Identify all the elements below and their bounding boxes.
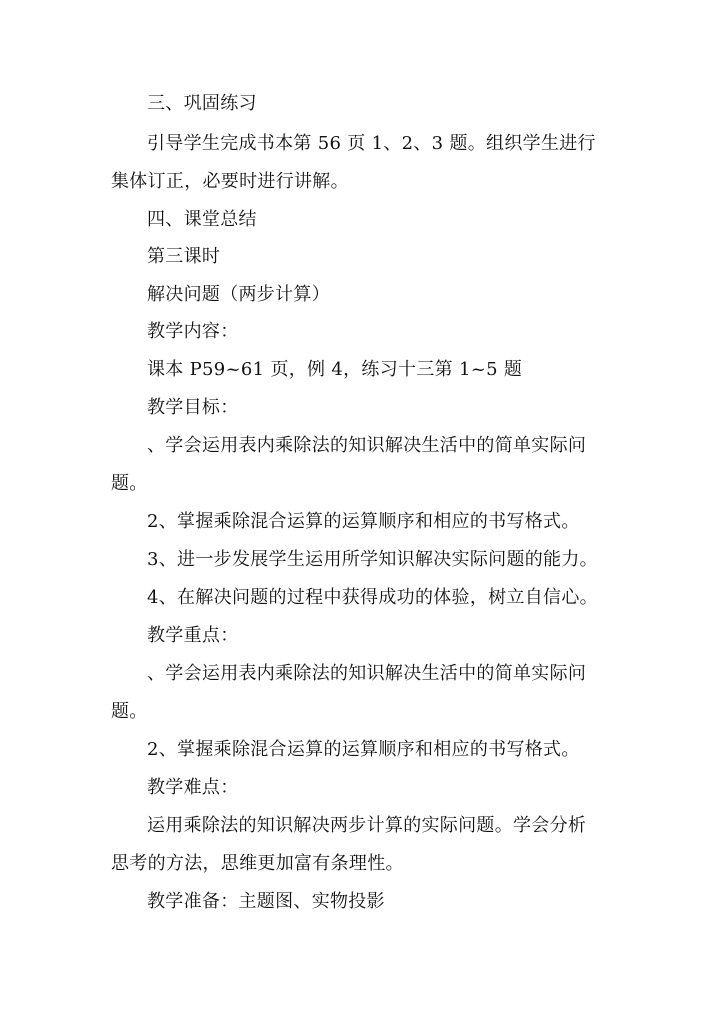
paragraph-line: 2、掌握乘除混合运算的运算顺序和相应的书写格式。	[147, 739, 580, 760]
paragraph-line: 运用乘除法的知识解决两步计算的实际问题。学会分析	[147, 815, 587, 836]
paragraph-line: 题。	[111, 473, 148, 494]
paragraph-line: 4、在解决问题的过程中获得成功的体验，树立自信心。	[147, 587, 598, 608]
paragraph-line: 题。	[111, 701, 148, 722]
section-heading-consolidation: 三、巩固练习	[147, 93, 257, 114]
label-key-points: 教学重点：	[147, 625, 239, 646]
paragraph-line: 、学会运用表内乘除法的知识解决生活中的简单实际问	[147, 663, 587, 684]
paragraph-line: 引导学生完成书本第 56 页 1、2、3 题。组织学生进行	[147, 133, 596, 154]
paragraph-line: 3、进一步发展学生运用所学知识解决实际问题的能力。	[147, 549, 598, 570]
label-objectives: 教学目标：	[147, 397, 239, 418]
label-content: 教学内容：	[147, 321, 239, 342]
lesson-heading: 第三课时	[147, 246, 221, 267]
section-heading-summary: 四、课堂总结	[147, 209, 257, 230]
label-difficulties: 教学难点：	[147, 777, 239, 798]
paragraph-line: 2、掌握乘除混合运算的运算顺序和相应的书写格式。	[147, 511, 580, 532]
paragraph-line: 、学会运用表内乘除法的知识解决生活中的简单实际问	[147, 435, 587, 456]
label-preparation: 教学准备：主题图、实物投影	[147, 891, 385, 912]
paragraph-line: 思考的方法，思维更加富有条理性。	[111, 853, 404, 874]
lesson-title: 解决问题（两步计算）	[147, 284, 330, 305]
paragraph-line: 集体订正，必要时进行讲解。	[111, 171, 349, 192]
paragraph-line: 课本 P59~61 页，例 4，练习十三第 1~5 题	[147, 359, 523, 380]
